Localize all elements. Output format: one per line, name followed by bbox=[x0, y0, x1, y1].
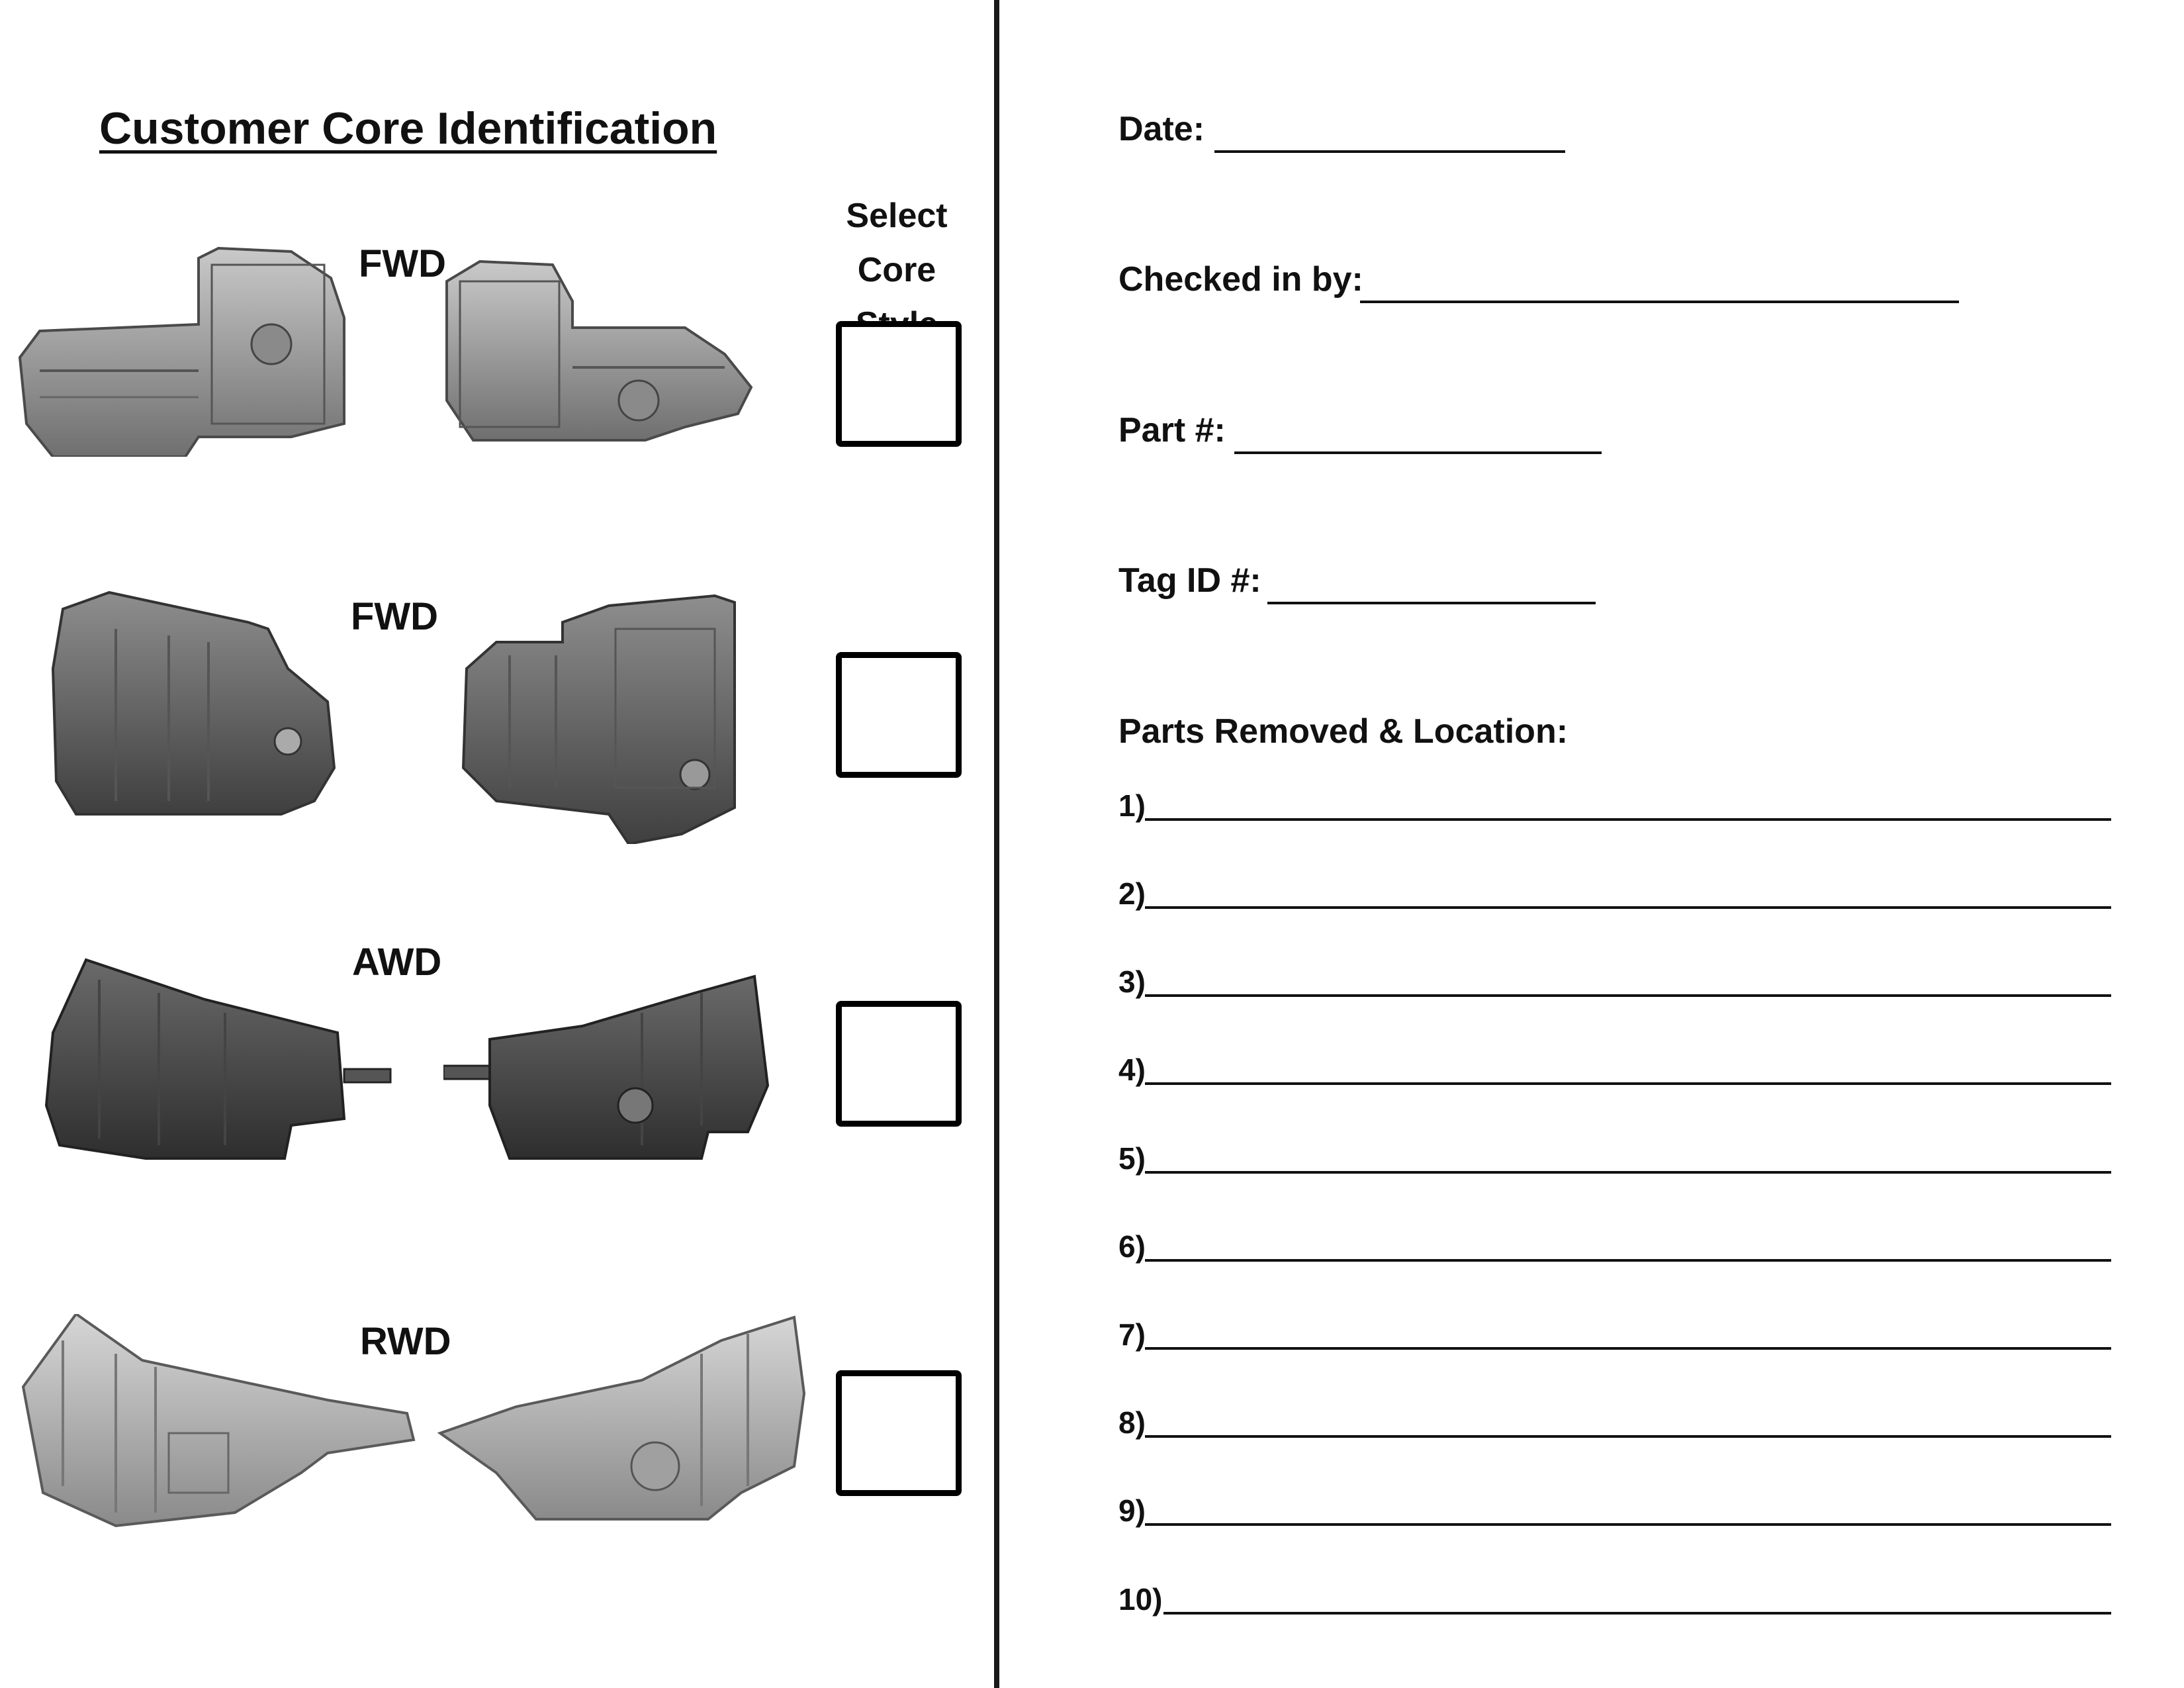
checked-in-by-blank-line[interactable] bbox=[1360, 301, 1959, 303]
part-number-blank-line[interactable] bbox=[1234, 451, 1602, 454]
parts-removed-line[interactable] bbox=[1163, 1612, 2111, 1615]
parts-removed-line[interactable] bbox=[1145, 818, 2111, 821]
parts-removed-row-8[interactable] bbox=[1118, 1391, 2111, 1438]
core-style-checkbox-3[interactable] bbox=[836, 1001, 962, 1127]
parts-removed-row-3[interactable] bbox=[1118, 951, 2111, 997]
parts-removed-line[interactable] bbox=[1145, 1347, 2111, 1350]
parts-removed-line[interactable] bbox=[1145, 906, 2111, 909]
parts-removed-row-7[interactable] bbox=[1118, 1303, 2111, 1350]
checked-in-by-label: Checked in by: bbox=[1118, 260, 1363, 299]
tag-id-field[interactable] bbox=[1118, 561, 1621, 607]
page-divider bbox=[994, 0, 999, 1688]
parts-removed-heading: Parts Removed & Location: bbox=[1118, 712, 1569, 751]
row-number: 3) bbox=[1118, 964, 1146, 999]
tag-id-label: Tag ID #: bbox=[1118, 561, 1261, 600]
row-number: 7) bbox=[1118, 1317, 1146, 1352]
fwd-transmission-2-left-image bbox=[50, 589, 341, 818]
awd-transmission-left-image bbox=[40, 953, 397, 1165]
checked-in-by-field[interactable] bbox=[1118, 259, 1979, 306]
row-number: 6) bbox=[1118, 1229, 1146, 1264]
core-style-label-awd: AWD bbox=[352, 941, 442, 984]
row-number: 4) bbox=[1118, 1053, 1146, 1087]
row-number: 8) bbox=[1118, 1405, 1146, 1440]
fwd-transmission-1-right-image bbox=[433, 255, 758, 453]
awd-transmission-right-image bbox=[443, 973, 774, 1165]
row-number: 5) bbox=[1118, 1141, 1146, 1176]
page-title: Customer Core Identification bbox=[99, 103, 717, 154]
part-number-label: Part #: bbox=[1118, 411, 1226, 449]
parts-removed-line[interactable] bbox=[1145, 994, 2111, 997]
parts-removed-row-2[interactable] bbox=[1118, 863, 2111, 909]
parts-removed-row-5[interactable] bbox=[1118, 1127, 2111, 1174]
core-style-checkbox-4[interactable] bbox=[836, 1370, 962, 1496]
fwd-transmission-2-right-image bbox=[457, 589, 741, 844]
parts-removed-row-10[interactable] bbox=[1118, 1568, 2111, 1615]
parts-removed-line[interactable] bbox=[1145, 1259, 2111, 1262]
parts-removed-row-1[interactable] bbox=[1118, 774, 2111, 821]
row-number: 1) bbox=[1118, 788, 1146, 823]
part-number-field[interactable] bbox=[1118, 410, 1621, 457]
fwd-transmission-1-left-image bbox=[13, 238, 357, 457]
parts-removed-line[interactable] bbox=[1145, 1171, 2111, 1174]
parts-removed-row-6[interactable] bbox=[1118, 1215, 2111, 1262]
parts-removed-row-4[interactable] bbox=[1118, 1039, 2111, 1085]
date-blank-line[interactable] bbox=[1214, 150, 1565, 153]
row-number: 9) bbox=[1118, 1493, 1146, 1528]
parts-removed-line[interactable] bbox=[1145, 1435, 2111, 1438]
core-style-label-fwd-2: FWD bbox=[351, 595, 439, 638]
parts-removed-line[interactable] bbox=[1145, 1082, 2111, 1085]
rwd-transmission-right-image bbox=[437, 1314, 807, 1526]
date-field[interactable] bbox=[1118, 109, 1582, 156]
row-number: 10) bbox=[1118, 1582, 1163, 1617]
core-style-checkbox-2[interactable] bbox=[836, 652, 962, 778]
core-style-label-rwd: RWD bbox=[360, 1320, 451, 1363]
date-label: Date: bbox=[1118, 110, 1205, 148]
rwd-transmission-left-image bbox=[17, 1314, 420, 1532]
tag-id-blank-line[interactable] bbox=[1267, 602, 1596, 604]
row-number: 2) bbox=[1118, 876, 1146, 911]
parts-removed-row-9[interactable] bbox=[1118, 1479, 2111, 1526]
select-core-style-header: Select Core bbox=[846, 197, 948, 289]
parts-removed-line[interactable] bbox=[1145, 1523, 2111, 1526]
core-style-label-fwd-1: FWD bbox=[359, 242, 447, 285]
core-style-checkbox-1[interactable] bbox=[836, 321, 962, 447]
